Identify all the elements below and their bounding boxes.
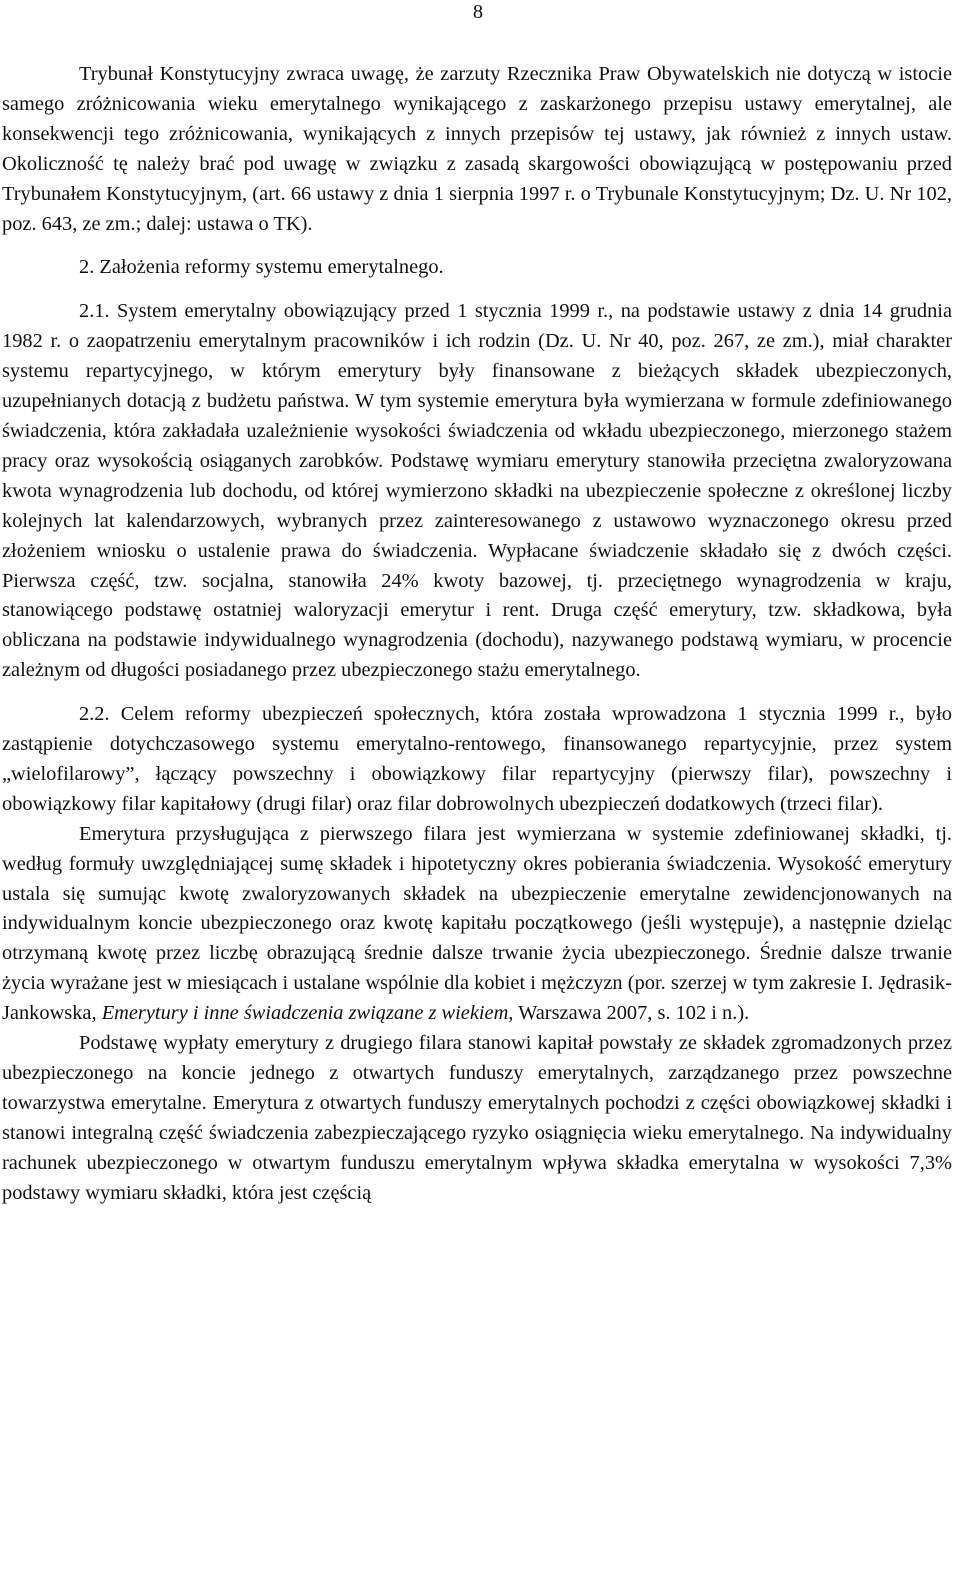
- citation-title: Emerytury i inne świadczenia związane z wiekiem,: [101, 1002, 514, 1025]
- paragraph-section-2-2: 2.2. Celem reformy ubezpieczeń społecznych, która została wprowadzona 1 stycznia 1999 r., było zastąpienie dotychczasowego systemu emerytalno-rentowego, finansowanego repartycyjnie, przez system „wielofilarowy”, łączący powszechny i obowiązkowy filar repartycyjny (pierwszy filar), powszechny i obowiązkowy filar kapitałowy (drugi filar) oraz filar dobrowolnych ubezpieczeń dodatkowych (trzeci filar).: [2, 703, 952, 815]
- paragraph-section-2-1: 2.1. System emerytalny obowiązujący przed 1 stycznia 1999 r., na podstawie ustawy z dnia 14 grudnia 1982 r. o zaopatrzeniu emerytalnym pracowników i ich rodzin (Dz. U. Nr 40, poz. 267, ze zm.), miał charakter systemu repartycyjnego, w którym emerytury były finansowane z bieżących składek ubezpieczonych, uzupełnianych dotacją z budżetu państwa. W tym systemie emerytura była wymierzana w formule zdefiniowanego świadczenia, która zakładała uzależnienie wysokości świadczenia od wkładu ubezpieczonego, mierzonego stażem pracy oraz wysokością osiąganych zarobków. Podstawę wymiaru emerytury stanowiła przeciętna zwaloryzowana kwota wynagrodzenia lub dochodu, od której wymierzono składki na ubezpieczenie społeczne z określonej liczby kolejnych lat kalendarzowych, wybranych przez zainteresowanego z ustawowo wyznaczonego okresu przed złożeniem wniosku o ustalenie prawa do świadczenia. Wypłacane świadczenie składało się z dwóch części. Pierwsza część, tzw. socjalna, stanowiła 24% kwoty bazowej, tj. przeciętnego wynagrodzenia w kraju, stanowiącego podstawę ostatniej waloryzacji emerytur i rent. Druga część emerytury, tzw. składkowa, była obliczana na podstawie indywidualnego wynagrodzenia (dochodu), nazywanego podstawą wymiaru, w procencie zależnym od długości posiadanego przez ubezpieczonego stażu emerytalnego.: [2, 300, 952, 682]
- paragraph-second-pillar: Podstawę wypłaty emerytury z drugiego filara stanowi kapitał powstały ze składek zgromadzonych przez ubezpieczonego na koncie jednego z otwartych funduszy emerytalnych, zarządzanego przez powszechne towarzystwa emerytalne. Emerytura z otwartych funduszy emerytalnych pochodzi z części obowiązkowej składki i stanowi integralną część świadczenia zabezpieczającego ryzyko osiągnięcia wieku emerytalnego. Na indywidualny rachunek ubezpieczonego w otwartym funduszu emerytalnym wpływa składka emerytalna w wysokości 7,3% podstawy wymiaru składki, która jest częścią: [2, 1032, 952, 1204]
- citation-tail: Warszawa 2007, s. 102 i n.).: [513, 1002, 750, 1025]
- paragraph-first-pillar: [2, 820, 952, 1029]
- section-heading-2: 2. Założenia reformy systemu emerytalnego.: [79, 256, 444, 279]
- page-number: 8: [472, 1, 484, 23]
- first-pillar-text: Emerytura przysługująca z pierwszego filara jest wymierzana w systemie zdefiniowanej składki, tj. według formuły uwzględniającej sumę składek i hipotetyczny okres pobierania świadczenia. Wysokość emerytury ustala się sumując kwotę zwaloryzowanych składek na ubezpieczenie emerytalne zewidencjonowanych na indywidualnym koncie ubezpieczonego oraz kwotę kapitału początkowego (jeśli występuje), a następnie dzieląc otrzymaną kwotę przez liczbę obrazującą średnie dalsze trwanie życia ubezpieczonego. Średnie dalsze trwanie życia wyrażane jest w miesiącach i ustalane wspólnie dla kobiet i mężczyzn (por. szerzej w tym zakresie I. Jędrasik-Jankowska,: [2, 822, 952, 1025]
- paragraph-tk-remarks: Trybunał Konstytucyjny zwraca uwagę, że zarzuty Rzecznika Praw Obywatelskich nie dotyczą w istocie samego zróżnicowania wieku emerytalnego wynikającego z zaskarżonego przepisu ustawy emerytalnej, ale konsekwencji tego zróżnicowania, wynikających z innych przepisów tej ustawy, jak również z innych ustaw. Okoliczność tę należy brać pod uwagę w związku z zasadą skargowości obowiązującą w postępowaniu przed Trybunałem Konstytucyjnym, (art. 66 ustawy z dnia 1 sierpnia 1997 r. o Trybunale Konstytucyjnym; Dz. U. Nr 102, poz. 643, ze zm.; dalej: ustawa o TK).: [2, 63, 952, 235]
